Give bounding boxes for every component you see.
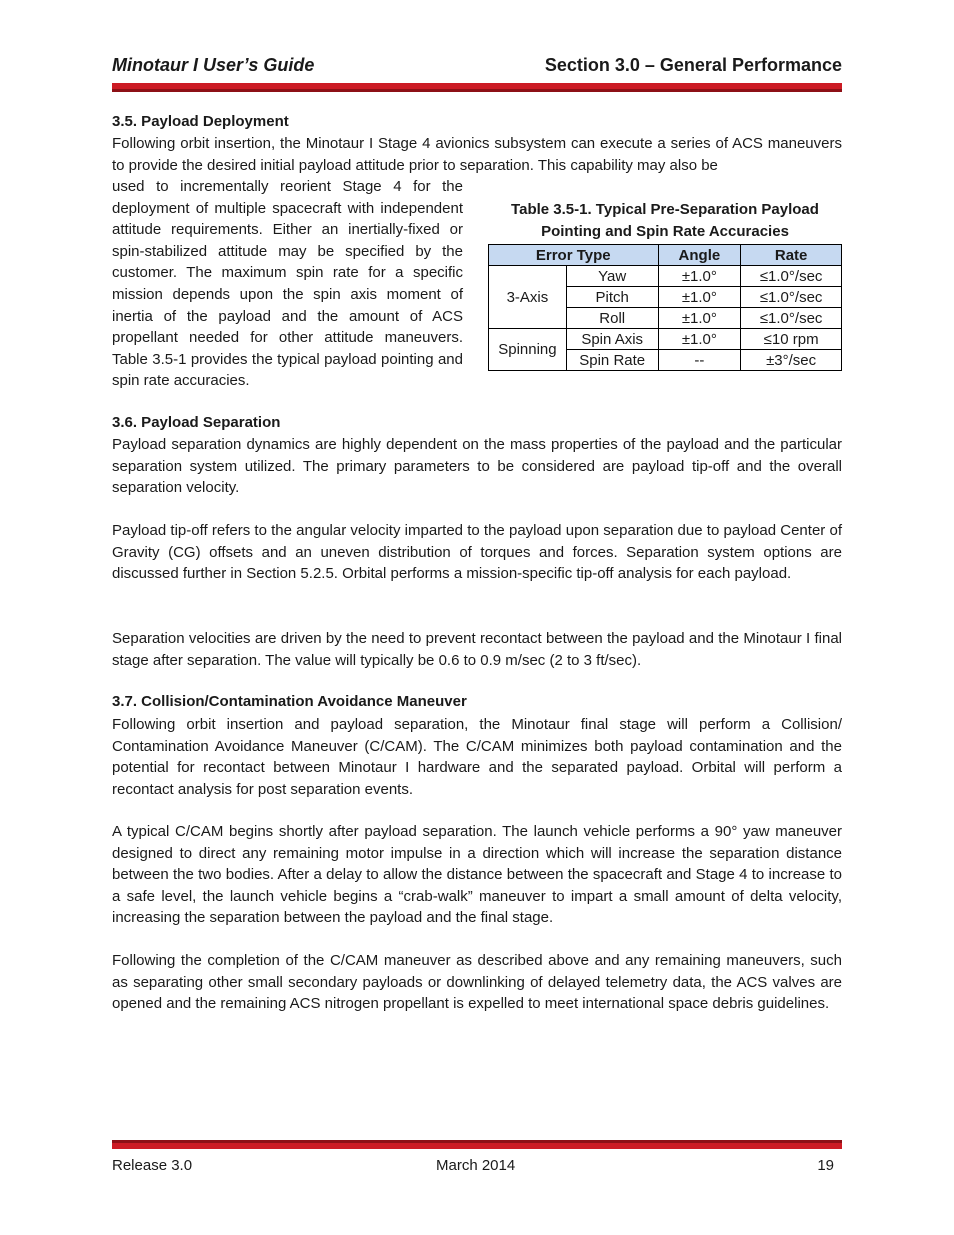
- cell-rate: ≤10 rpm: [741, 329, 842, 350]
- paragraph-deployment-wrap: used to incrementally reorient Stage 4 for the deployment of multiple spacecraft with independent attitude requirements. Either an inertially-fixed or spin-stabilized attitude may be specified by the customer. The maximum spin rate for a specific mission depends upon the spin axis moment of inertia of the payload and the amount of ACS propellant needed for other attitude maneuvers. Table 3.5-1 provides the typical payload pointing and spin rate accuracies.: [112, 178, 463, 390]
- heading-payload-separation: 3.6. Payload Separation: [112, 414, 281, 431]
- cell-rate: ≤1.0°/sec: [741, 308, 842, 329]
- table-header-row: [489, 245, 842, 266]
- cell-rate: ≤1.0°/sec: [741, 266, 842, 287]
- accuracy-table: [488, 244, 842, 371]
- header-angle: Angle: [658, 245, 741, 266]
- paragraph-tip-off: Payload tip-off refers to the angular velocity imparted to the payload upon separation due to payload Center of Gravity (CG) offsets and an uneven distribution of torques and forces. Separation system options are discussed further in Section 5.2.5. Orbital performs a mission-specific tip-off analysis for each payload.: [112, 522, 842, 583]
- footer-rule: [112, 1140, 842, 1149]
- group-label-spinning: Spinning: [489, 329, 567, 371]
- cell-angle: --: [658, 350, 741, 371]
- page-number: 19: [817, 1157, 834, 1174]
- heading-payload-deployment: 3.5. Payload Deployment: [112, 113, 289, 130]
- cell-angle: ±1.0°: [658, 266, 741, 287]
- cell-angle: ±1.0°: [658, 287, 741, 308]
- table-caption: [488, 199, 842, 242]
- paragraph-ccam-intro: Following orbit insertion and payload separation, the Minotaur final stage will perform a Collision/ Contamination Avoidance Maneuver (C/CAM). The C/CAM minimizes both payload contamination and the potential for recontact between Minotaur I hardware and the separated payload. Orbital will perform a recontact analysis for post separation events.: [112, 716, 842, 798]
- cell-type: Pitch: [566, 287, 658, 308]
- paragraph-ccam-sequence: A typical C/CAM begins shortly after payload separation. The launch vehicle performs a 90° yaw maneuver designed to direct any remaining motor impulse in a direction which will increase the separation distance between the two bodies. After a delay to allow the distance between the spacecraft and Stage 4 to increase to a safe level, the launch vehicle begins a “crab-walk” maneuver to impart a small amount of delta velocity, increasing the separation between the payload and the final stage.: [112, 823, 842, 927]
- paragraph-separation-velocity: Separation velocities are driven by the need to prevent recontact between the payload and the Minotaur I final stage after separation. The value will typically be 0.6 to 0.9 m/sec (2 to 3 ft/sec).: [112, 630, 842, 669]
- page-header: [112, 55, 842, 79]
- cell-angle: ±1.0°: [658, 329, 741, 350]
- cell-type: Roll: [566, 308, 658, 329]
- group-label-3axis: 3-Axis: [489, 266, 567, 329]
- heading-ccam: 3.7. Collision/Contamination Avoidance Maneuver: [112, 693, 467, 710]
- paragraph-deployment-intro: Following orbit insertion, the Minotaur I Stage 4 avionics subsystem can execute a series of ACS maneuvers to provide the desired initial payload attitude prior to separation. This capability may also be: [112, 135, 842, 174]
- table-row: [489, 329, 842, 350]
- header-error-type: Error Type: [489, 245, 659, 266]
- table-row: [489, 266, 842, 287]
- cell-rate: ±3°/sec: [741, 350, 842, 371]
- cell-angle: ±1.0°: [658, 308, 741, 329]
- section-title: Section 3.0 – General Performance: [544, 55, 842, 75]
- cell-type: Spin Axis: [566, 329, 658, 350]
- cell-rate: ≤1.0°/sec: [741, 287, 842, 308]
- table-caption-line1: Table 3.5-1. Typical Pre-Separation Payload: [511, 201, 819, 218]
- paragraph-ccam-completion: Following the completion of the C/CAM maneuver as described above and any remaining maneuvers, such as separating other small secondary payloads or downlinking of delayed telemetry data, the ACS valves are opened and the remaining ACS nitrogen propellant is expelled to meet international space debris guidelines.: [112, 952, 842, 1013]
- paragraph-separation-dynamics: Payload separation dynamics are highly dependent on the mass properties of the payload and the particular separation system utilized. The primary parameters to be considered are payload tip-off and the overall separation velocity.: [112, 436, 842, 497]
- header-rule: [112, 83, 842, 92]
- release-label: Release 3.0: [112, 1157, 193, 1174]
- guide-title: Minotaur I User’s Guide: [112, 55, 315, 75]
- cell-type: Spin Rate: [566, 350, 658, 371]
- header-rate: Rate: [741, 245, 842, 266]
- cell-type: Yaw: [566, 266, 658, 287]
- date-label: March 2014: [436, 1157, 516, 1174]
- table-caption-line2: Pointing and Spin Rate Accuracies: [541, 222, 789, 240]
